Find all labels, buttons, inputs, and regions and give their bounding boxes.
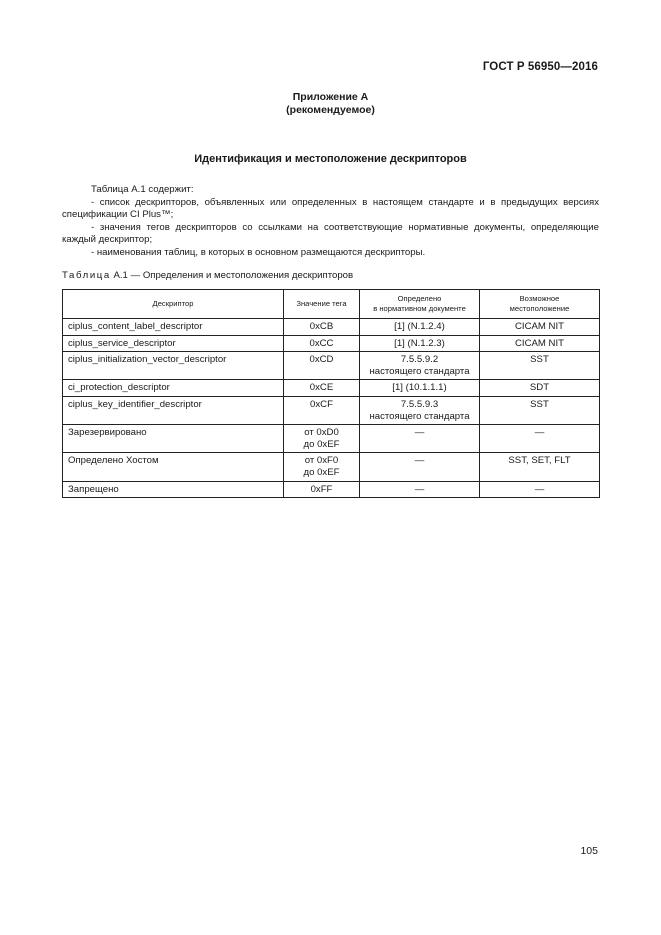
header-defined	[360, 290, 480, 319]
cell-descriptor: ciplus_initialization_vector_descriptor	[63, 352, 284, 380]
cell-defined	[360, 319, 480, 336]
cell-descriptor: Зарезервировано	[63, 425, 284, 453]
cell-defined-line: [1] (N.1.2.3)	[394, 337, 445, 349]
cell-tag	[284, 380, 360, 397]
cell-location: CICAM NIT	[480, 335, 600, 352]
cell-defined-line: 7.5.5.9.3	[400, 398, 439, 410]
cell-location: SDT	[480, 380, 600, 397]
cell-location: SST	[480, 352, 600, 380]
cell-tag-line: 0xCF	[310, 398, 333, 410]
cell-defined-line: [1] (10.1.1.1)	[392, 382, 447, 394]
table-row	[63, 453, 600, 481]
cell-location: SST	[480, 396, 600, 424]
cell-tag-line: 0xCC	[309, 337, 334, 349]
table-row	[63, 352, 600, 380]
cell-defined-line: 7.5.5.9.2	[400, 354, 439, 366]
annex-subtitle: (рекомендуемое)	[286, 104, 375, 116]
cell-defined-line: [1] (N.1.2.4)	[394, 321, 445, 332]
cell-tag	[284, 352, 360, 380]
cell-descriptor: ciplus_content_label_descriptor	[63, 319, 284, 336]
intro-item: - значения тегов дескрипторов со ссылками на соответствующие нормативные документы, определяющие каждый дескриптор;	[62, 221, 599, 246]
table-row	[63, 425, 600, 453]
table-row	[63, 319, 600, 336]
cell-descriptor: ciplus_key_identifier_descriptor	[63, 396, 284, 424]
cell-descriptor: ciplus_service_descriptor	[63, 335, 284, 352]
cell-defined	[360, 425, 480, 453]
header-location	[480, 290, 600, 319]
header-defined-line: Определено	[397, 294, 442, 303]
cell-tag-line: 0xCB	[309, 321, 334, 332]
intro-item: - наименования таблиц, в которых в основном размещаются дескрипторы.	[91, 246, 426, 258]
table-row	[63, 380, 600, 397]
header-location-line: Возможное	[519, 294, 560, 303]
cell-tag	[284, 335, 360, 352]
cell-defined	[360, 352, 480, 380]
header-descriptor: Дескриптор	[63, 290, 284, 319]
cell-location: —	[480, 481, 600, 498]
annex-heading	[0, 91, 661, 117]
cell-tag-line: 0xCD	[309, 354, 334, 366]
cell-descriptor: Запрещено	[63, 481, 284, 498]
cell-defined-line: —	[414, 455, 425, 467]
cell-tag-line: от 0xF0	[304, 455, 339, 467]
cell-tag-line: 0xFF	[310, 483, 333, 495]
cell-defined-line: настоящего стандарта	[369, 410, 470, 422]
cell-tag-line: до 0xEF	[303, 438, 340, 450]
page-number: 105	[580, 845, 598, 857]
intro-lead: Таблица А.1 содержит:	[91, 184, 194, 195]
cell-tag	[284, 319, 360, 336]
table-caption	[62, 270, 353, 281]
section-title: Идентификация и местоположение дескрипторов	[194, 153, 467, 165]
cell-defined	[360, 453, 480, 481]
cell-tag	[284, 453, 360, 481]
cell-tag-line: от 0xD0	[304, 427, 339, 439]
intro-text	[62, 184, 599, 260]
header-location-line: местоположение	[509, 304, 570, 313]
cell-tag	[284, 396, 360, 424]
header-defined-line: в нормативном документе	[373, 304, 466, 313]
cell-location: CICAM NIT	[480, 319, 600, 336]
cell-defined-line: —	[414, 483, 425, 495]
header-tag: Значение тега	[284, 290, 360, 319]
annex-title: Приложение А	[292, 91, 369, 103]
table-row	[63, 396, 600, 424]
cell-tag-line: до 0xEF	[303, 466, 340, 478]
cell-defined	[360, 396, 480, 424]
table-row	[63, 335, 600, 352]
table-row	[63, 481, 600, 498]
cell-defined	[360, 380, 480, 397]
cell-tag-line: 0xCE	[309, 382, 334, 394]
cell-location: SST, SET, FLT	[480, 453, 600, 481]
cell-defined-line: —	[414, 427, 425, 439]
cell-descriptor: Определено Хостом	[63, 453, 284, 481]
table-header-row	[63, 290, 600, 319]
cell-location: —	[480, 425, 600, 453]
table-caption-label: Таблица	[62, 270, 111, 281]
cell-tag	[284, 425, 360, 453]
standard-number: ГОСТ Р 56950—2016	[482, 61, 598, 73]
cell-defined-line: настоящего стандарта	[369, 365, 470, 377]
table-caption-text: А.1 — Определения и местоположения дескрипторов	[110, 270, 354, 281]
cell-descriptor: ci_protection_descriptor	[63, 380, 284, 397]
cell-defined	[360, 481, 480, 498]
cell-tag	[284, 481, 360, 498]
intro-item: - список дескрипторов, объявленных или определенных в настоящем стандарте и в предыдущих версиях спецификации CI Plus™;	[62, 196, 599, 221]
descriptor-table	[62, 289, 600, 498]
cell-defined	[360, 335, 480, 352]
